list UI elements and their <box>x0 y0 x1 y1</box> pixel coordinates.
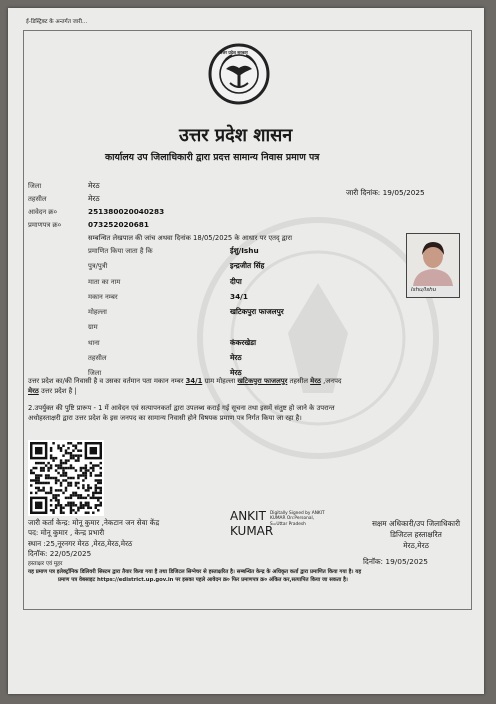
para2-line1: 2.उपर्युक्त की पुष्टि प्रारूप - 1 में आवेदन एवं सत्यापनकर्ता द्वारा उपलब्ध कराई गई सूचना तथा इसमें संतुष्ट हो जाने के उपरान्त <box>28 404 335 412</box>
header-note: ई-डिस्ट्रिक्ट के अन्तर्गत जारी... <box>26 19 88 25</box>
field-value: मेरठ <box>88 194 100 203</box>
para2-line2: अधोहस्ताक्षरी द्वारा उत्तर प्रदेश के इस जनपद का सामान्य निवासी होने विषयक प्रमाण पत्र निर्गत किया जा रहा है। <box>28 414 302 422</box>
issuer-date: दिनॉक: 22/05/2025 <box>28 548 92 558</box>
signer-name-bottom: KUMAR <box>230 524 274 538</box>
certificate-subtitle: कार्यालय उप जिलाधिकारी द्वारा प्रदत्त सामान्य निवास प्रमाण पत्र <box>105 152 320 163</box>
para-text: ,जनपद <box>320 377 342 385</box>
footer-line1: यह प्रमाण पत्र इलेक्ट्रॉनिक डिलिवरी सिस्टम द्वारा तैयार किया गया है तथा डिजिटल सिग्नेचर से हस्ताक्षरित है। सम्बन्धित केन्द्र के अधिकृत कर्ता द्वारा प्रमाणित किया गया है। यह <box>28 569 362 575</box>
field-label: जिला <box>88 369 102 378</box>
certificate-paper <box>8 8 484 694</box>
field-label: तहसील <box>88 354 107 363</box>
mother-name: दीपा <box>230 276 242 286</box>
mohalla-value: खटिकपुरा फाजलपुर <box>230 307 284 317</box>
signer-name-top: ANKIT <box>230 509 266 523</box>
qr-code-icon <box>30 442 102 514</box>
intro-text: सम्बन्धित लेखपाल की जांच अथवा दिनांक 18/05/2025 के आधार पर एतद् द्वारा <box>88 234 292 242</box>
issuer-post: पद: मोनू कुमार , केन्द्र प्रभारी <box>28 528 105 538</box>
qr-code <box>28 440 104 516</box>
signature-text: S=Uttar Pradesh <box>270 521 306 527</box>
authority-place: मेरठ,मेरठ <box>403 541 429 550</box>
detail-fields <box>88 242 284 380</box>
residence-paragraph <box>28 376 342 396</box>
certificate-number: 073252020681 <box>88 220 149 229</box>
signature-text: Digitally Signed by ANKIT <box>270 511 325 516</box>
field-label: मकान नम्बर <box>88 292 118 301</box>
applicant-photo <box>406 233 460 298</box>
authority-date: दिनॉक: 19/05/2025 <box>363 557 428 566</box>
footer-note <box>28 568 361 584</box>
field-label: जिला <box>28 182 42 190</box>
police-station: कंकरखेडा <box>230 337 256 347</box>
top-fields <box>28 178 164 230</box>
district-value: मेरठ <box>230 368 242 378</box>
issuer-place: स्थान :25,नूरनगर मेरठ ,मेरठ,मेरठ,मेरठ <box>28 538 133 548</box>
tehsil-value: मेरठ <box>230 353 242 363</box>
photo-caption: Ishu/Ishu <box>411 287 437 293</box>
field-label: ग्राम <box>88 323 98 332</box>
para-text: उत्तर प्रदेश है | <box>38 387 77 395</box>
field-label: प्रमाणपत्र क्र० <box>28 221 62 229</box>
para-text: तहसील <box>287 377 311 385</box>
emblem-text: उत्तर प्रदेश सरकार <box>220 50 248 55</box>
field-label: पुत्र/पुत्री <box>88 262 108 271</box>
issue-date: जारी दिनांक: 19/05/2025 <box>346 188 425 197</box>
person-photo-icon <box>407 234 459 286</box>
holder-name: ईशु/Ishu <box>230 246 259 255</box>
issuer-block <box>28 518 159 569</box>
field-label: माता का नाम <box>88 277 121 286</box>
signature-text: KUMAR On:Personal, <box>270 516 315 522</box>
para-text: उत्तर प्रदेश का/की निवासी है व उसका वर्तमान पता मकान नम्बर <box>28 377 186 385</box>
field-label: थाना <box>88 338 100 347</box>
parent-name: इन्द्रजीत सिंह <box>230 261 265 271</box>
field-label: मोहल्ला <box>88 308 107 317</box>
application-number: 251380020040283 <box>88 207 165 216</box>
issuer-sign-label: हस्ताक्षर एवं मुहर <box>28 561 63 568</box>
para-text: ग्राम मोहल्ला <box>202 377 238 385</box>
footer-line2: प्रमाण पत्र वेबसाइट https://edistrict.up.gov.in पर इसका पहले आवेदन क्र० फिर प्रमाणपत्र क्र० अंकित कर,सत्यापित किया जा सकता है। <box>58 577 348 583</box>
para-tehsil: मेरठ <box>310 377 321 385</box>
govt-title: उत्तर प्रदेश शासन <box>179 125 293 146</box>
field-label: तहसील <box>28 195 47 203</box>
para-mohalla: खटिकपुरा फाजलपुर <box>237 377 288 385</box>
para-district: मेरठ <box>28 387 39 395</box>
house-number: 34/1 <box>230 291 248 301</box>
para-house: 34/1 <box>185 377 203 385</box>
issuer-center: जारी कर्ता केन्द्र: मोनू कुमार ,नेकटान जन सेवा केंद्र <box>28 518 160 527</box>
authority-sig: डिजिटल हस्ताक्षरित <box>390 530 442 539</box>
verification-paragraph <box>28 403 335 423</box>
authority-block <box>361 518 471 551</box>
field-label: आवेदन क्र० <box>28 208 58 216</box>
authority-title: सक्षम अधिकारी/उप जिलाधिकारी <box>371 519 461 528</box>
field-label: प्रमाणित किया जाता है कि <box>88 247 153 255</box>
field-value: मेरठ <box>88 181 100 190</box>
